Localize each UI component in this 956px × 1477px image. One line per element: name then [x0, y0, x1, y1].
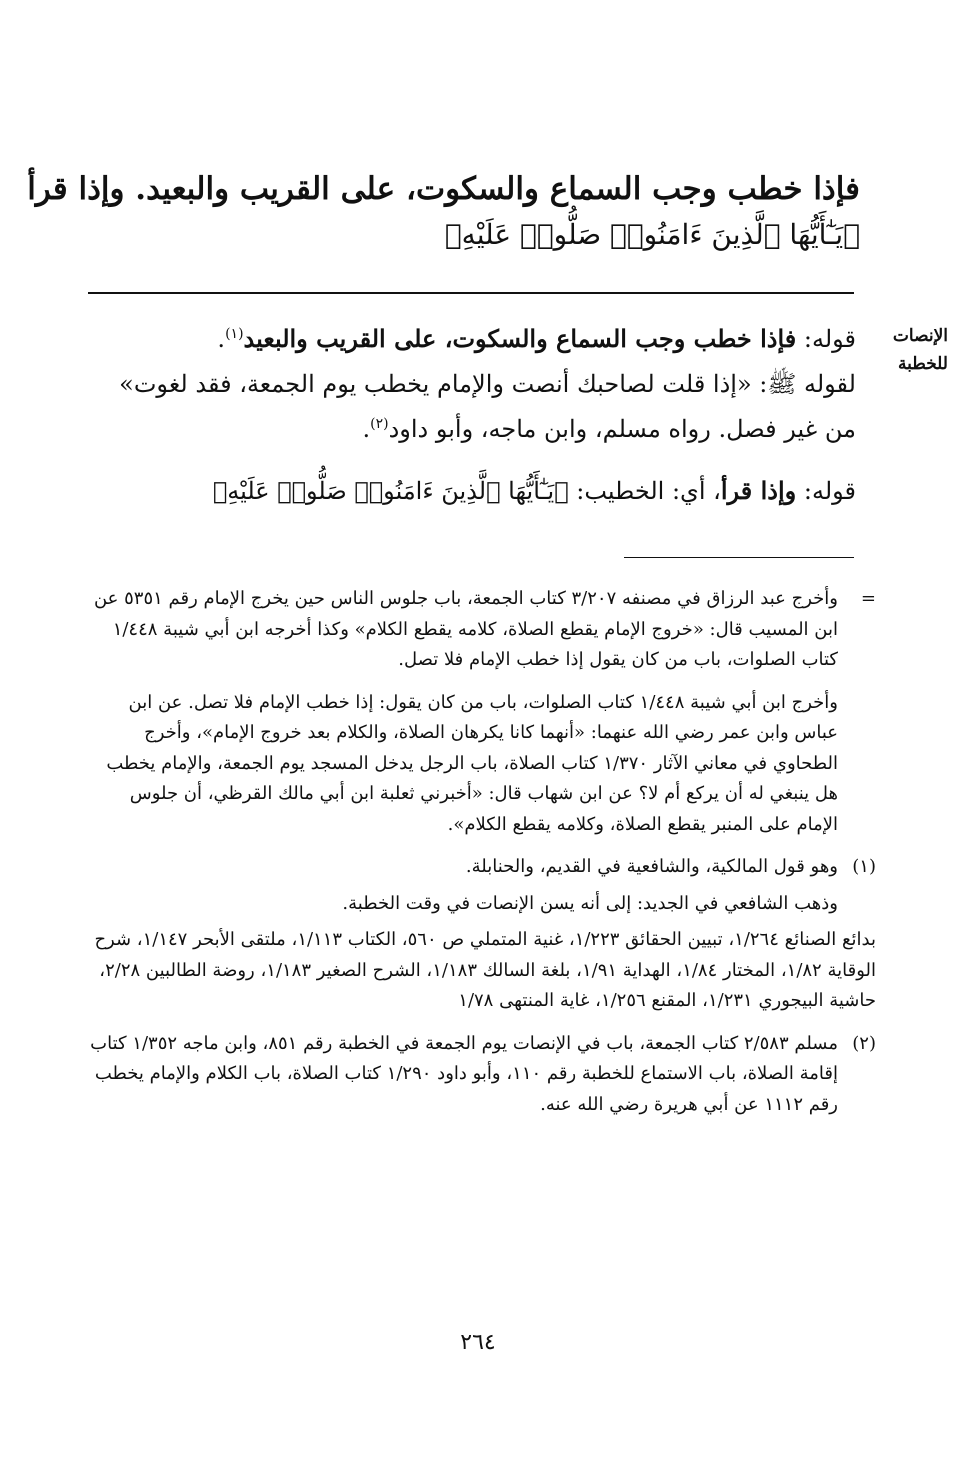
footnote-paragraph: وأخرج ابن أبي شيبة ١/٤٤٨ كتاب الصلوات، باب من كان يقول: إذا خطب الإمام فلا تصل. عن ابن عباس وابن عمر رضي الله عنهما: «أنهما كانا يكرهان الصلاة، والكلام بعد خروج الإمام»، وأخرج الطحاوي في معاني الآثار ١/٣٧٠ كتاب الصلاة، باب الرجل يدخل المسجد يوم الجمعة، والإمام يخطب هل ينبغي له أن يركع أم لا؟ عن ابن شهاب قال: «أخبرني ثعلبة ابن أبي مالك القرظي، أن جلوس الإمام على المنبر يقطع الصلاة، وكلامه يقطع الكلام».: [106, 691, 838, 835]
explanation: ، أي: الخطيب:: [568, 477, 721, 505]
footnote-1-references: بدائع الصنائع ١/٢٦٤، تبيين الحقائق ١/٢٢٣، غنية المتملي ص ٥٦٠، الكتاب ١/١١٣، ملتقى الأبحر ١/١٤٧، شرح الوقاية ١/٨٢، المختار ١/٨٤، الهداية ١/٩١، بلغة السالك ١/١٨٣، الشرح الصغير ١/١٨٣، روضة الطالبين ٢/٢٨، حاشية البيجوري ١/٢٣١، المقنع ١/٢٥٦، غاية المنتهى ١/٧٨: [94, 929, 876, 1011]
footnote-1: [86, 852, 876, 919]
footnote-ref-2[interactable]: (٢): [370, 416, 389, 432]
footnote-paragraph: وهو قول المالكية، والشافعية في القديم، والحنابلة.: [465, 856, 838, 877]
footnote-number: (٢): [852, 1032, 876, 1054]
quote-prefix: قوله:: [796, 325, 856, 353]
commentary-paragraph-3: [84, 468, 856, 514]
quoted-matn: فإذا خطب وجب السماع والسكوت، على القريب والبعيد: [243, 324, 797, 353]
continuation-mark: =: [860, 588, 876, 609]
commentary-body: [84, 312, 856, 514]
matn-quran-verse: ﴿يَـٰٓأَيُّهَا ٱلَّذِينَ ءَامَنُوا۟ صَلُّوا۟ عَلَيْهِ﴾: [444, 218, 860, 251]
commentary-paragraph-2: [84, 362, 856, 452]
matn-text: [27, 168, 860, 260]
footnote-2: [86, 1029, 876, 1121]
period: .: [362, 415, 371, 443]
footnote-ref-1[interactable]: (١): [225, 326, 244, 342]
margin-heading: [872, 322, 948, 378]
quran-verse: ﴿يَـٰٓأَيُّهَا ٱلَّذِينَ ءَامَنُوا۟ صَلُّوا۟ عَلَيْهِ﴾: [212, 477, 569, 505]
hadith-text: لقوله ﷺ: «إذا قلت لصاحبك أنصت والإمام يخطب يوم الجمعة، فقد لغوت» من غير فصل. رواه مسلم، وابن ماجه، وأبو داود: [119, 370, 856, 443]
matn-divider: [88, 292, 854, 294]
footnote-paragraph: مسلم ٢/٥٨٣ كتاب الجمعة، باب في الإنصات يوم الجمعة في الخطبة رقم ٨٥١، وابن ماجه ١/٣٥٢ كتاب إقامة الصلاة، باب الاستماع للخطبة رقم ١١٠، وأبو داود ١/٢٩٠ كتاب الصلاة، باب الكلام والإمام يخطب رقم ١١١٢ عن أبي هريرة رضي الله عنه.: [90, 1032, 838, 1115]
footnote-continuation: [86, 584, 876, 840]
margin-heading-line-2: للخطبة: [898, 354, 948, 374]
footnotes: [86, 584, 876, 1120]
commentary-paragraph-1: [84, 316, 856, 362]
page-number: ٢٦٤: [460, 1330, 496, 1355]
footnote-paragraph: وذهب الشافعي في الجديد: إلى أنه يسن الإنصات في وقت الخطبة.: [342, 892, 838, 914]
footnote-number: (١): [852, 856, 876, 877]
footnote-divider: [624, 557, 854, 558]
matn-line-1: فإذا خطب وجب السماع والسكوت، على القريب والبعيد. وإذا قرأ: [27, 171, 860, 207]
quote-prefix: قوله:: [796, 477, 856, 505]
margin-heading-line-1: الإنصات: [892, 326, 948, 346]
quoted-matn: وإذا قرأ: [720, 476, 797, 505]
footnote-paragraph: وأخرج عبد الرزاق في مصنفه ٣/٢٠٧ كتاب الجمعة، باب جلوس الناس حين يخرج الإمام رقم ٥٣٥١ عن ابن المسيب قال: «خروج الإمام يقطع الصلاة، كلامه يقطع الكلام» وكذا أخرجه ابن أبي شيبة ١/٤٤٨ كتاب الصلوات، باب من كان يقول إذا خطب الإمام فلا تصل.: [93, 588, 838, 670]
period: .: [217, 325, 226, 353]
